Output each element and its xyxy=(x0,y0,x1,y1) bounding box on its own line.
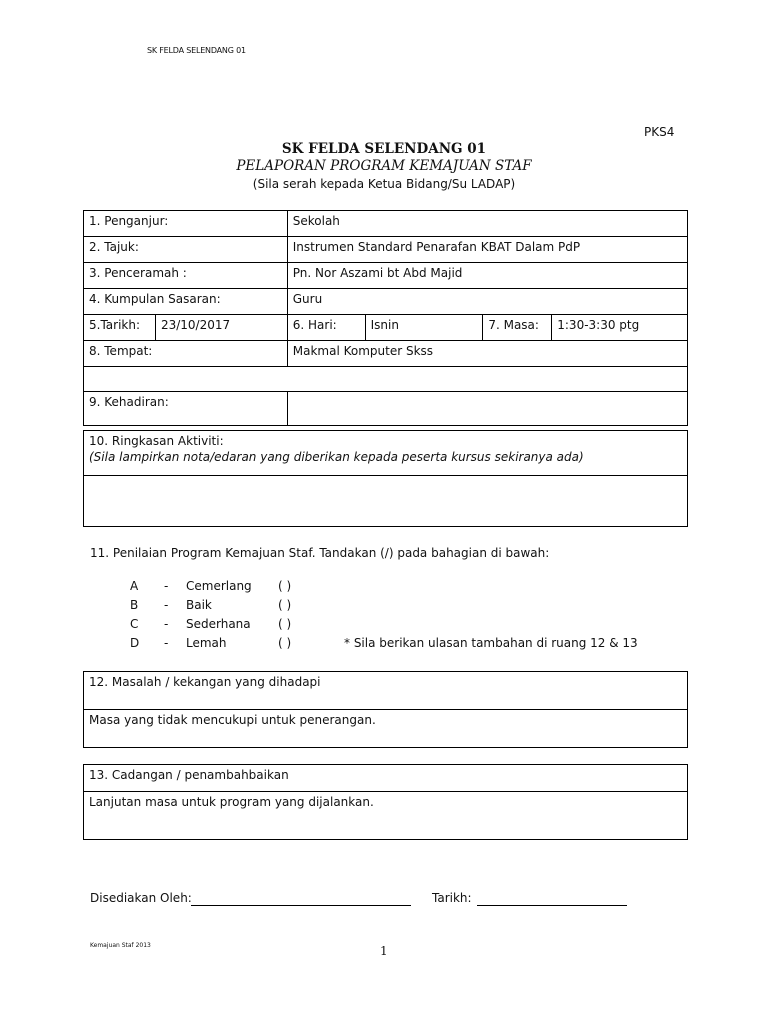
suggestions-value[interactable]: Lanjutan masa untuk program yang dijalankan. xyxy=(84,791,687,840)
target-value[interactable]: Guru xyxy=(287,289,687,315)
time-label: 7. Masa: xyxy=(483,315,552,341)
suggestions-box xyxy=(83,764,688,840)
rating-text: Lemah xyxy=(186,636,227,650)
problems-box xyxy=(83,671,688,748)
row-organizer xyxy=(84,211,688,237)
target-label: 4. Kumpulan Sasaran: xyxy=(84,289,288,315)
evaluation-label: 11. Penilaian Program Kemajuan Staf. Tandakan (/) pada bahagian di bawah: xyxy=(90,546,550,560)
speaker-value[interactable]: Pn. Nor Aszami bt Abd Majid xyxy=(287,263,687,289)
rating-letter: D xyxy=(130,636,140,650)
place-label: 8. Tempat: xyxy=(84,341,288,367)
date-label: 5.Tarikh: xyxy=(84,315,156,341)
row-attendance xyxy=(84,392,688,426)
place-value[interactable]: Makmal Komputer Skss xyxy=(287,341,687,367)
prepared-by-line[interactable] xyxy=(191,905,411,906)
evaluation-note: * Sila berikan ulasan tambahan di ruang 12 & 13 xyxy=(344,636,638,650)
info-table xyxy=(83,210,688,426)
page-number: 1 xyxy=(380,944,388,958)
rating-checkbox[interactable]: ( ) xyxy=(278,579,292,593)
form-code: PKS4 xyxy=(644,125,675,139)
summary-box xyxy=(83,430,688,527)
day-value[interactable]: Isnin xyxy=(365,315,483,341)
suggestions-label: 13. Cadangan / penambahbaikan xyxy=(89,768,289,782)
header-school: SK FELDA SELENDANG 01 xyxy=(147,46,246,55)
summary-label: 10. Ringkasan Aktiviti: xyxy=(89,434,224,448)
summary-note: (Sila lampirkan nota/edaran yang diberikan kepada peserta kursus sekiranya ada) xyxy=(89,450,584,464)
title-label: 2. Tajuk: xyxy=(84,237,288,263)
rating-dash: - xyxy=(164,579,169,593)
rating-text: Baik xyxy=(186,598,212,612)
rating-checkbox[interactable]: ( ) xyxy=(278,617,292,631)
problems-value[interactable]: Masa yang tidak mencukupi untuk penerangan. xyxy=(84,709,687,748)
row-place xyxy=(84,341,688,367)
row-blank xyxy=(84,367,688,392)
summary-header xyxy=(84,431,687,475)
rating-letter: A xyxy=(130,579,139,593)
summary-value[interactable] xyxy=(84,475,687,526)
rating-checkbox[interactable]: ( ) xyxy=(278,598,292,612)
speaker-label: 3. Penceramah : xyxy=(84,263,288,289)
organizer-value[interactable]: Sekolah xyxy=(287,211,687,237)
prepared-by-label: Disediakan Oleh: xyxy=(90,891,192,905)
signature-date-label: Tarikh: xyxy=(432,891,472,905)
rating-text: Cemerlang xyxy=(186,579,252,593)
row-title xyxy=(84,237,688,263)
attendance-value[interactable] xyxy=(287,392,687,426)
rating-text: Sederhana xyxy=(186,617,251,631)
footer-left: Kemajuan Staf 2013 xyxy=(90,942,151,949)
school-title: SK FELDA SELENDANG 01 xyxy=(281,141,487,157)
form-title: PELAPORAN PROGRAM KEMAJUAN STAF xyxy=(236,158,532,174)
rating-letter: B xyxy=(130,598,139,612)
form-instruction: (Sila serah kepada Ketua Bidang/Su LADAP) xyxy=(252,177,516,191)
date-value[interactable]: 23/10/2017 xyxy=(155,315,287,341)
attendance-label: 9. Kehadiran: xyxy=(84,392,288,426)
rating-letter: C xyxy=(130,617,139,631)
rating-dash: - xyxy=(164,617,169,631)
rating-dash: - xyxy=(164,636,169,650)
problems-label: 12. Masalah / kekangan yang dihadapi xyxy=(89,675,321,689)
title-value[interactable]: Instrumen Standard Penarafan KBAT Dalam PdP xyxy=(287,237,687,263)
rating-checkbox[interactable]: ( ) xyxy=(278,636,292,650)
organizer-label: 1. Penganjur: xyxy=(84,211,288,237)
rating-dash: - xyxy=(164,598,169,612)
row-date-day-time xyxy=(84,315,688,341)
day-label: 6. Hari: xyxy=(287,315,365,341)
row-speaker xyxy=(84,263,688,289)
blank-row xyxy=(84,367,688,392)
time-value[interactable]: 1:30-3:30 ptg xyxy=(552,315,688,341)
row-target xyxy=(84,289,688,315)
signature-date-line[interactable] xyxy=(477,905,627,906)
